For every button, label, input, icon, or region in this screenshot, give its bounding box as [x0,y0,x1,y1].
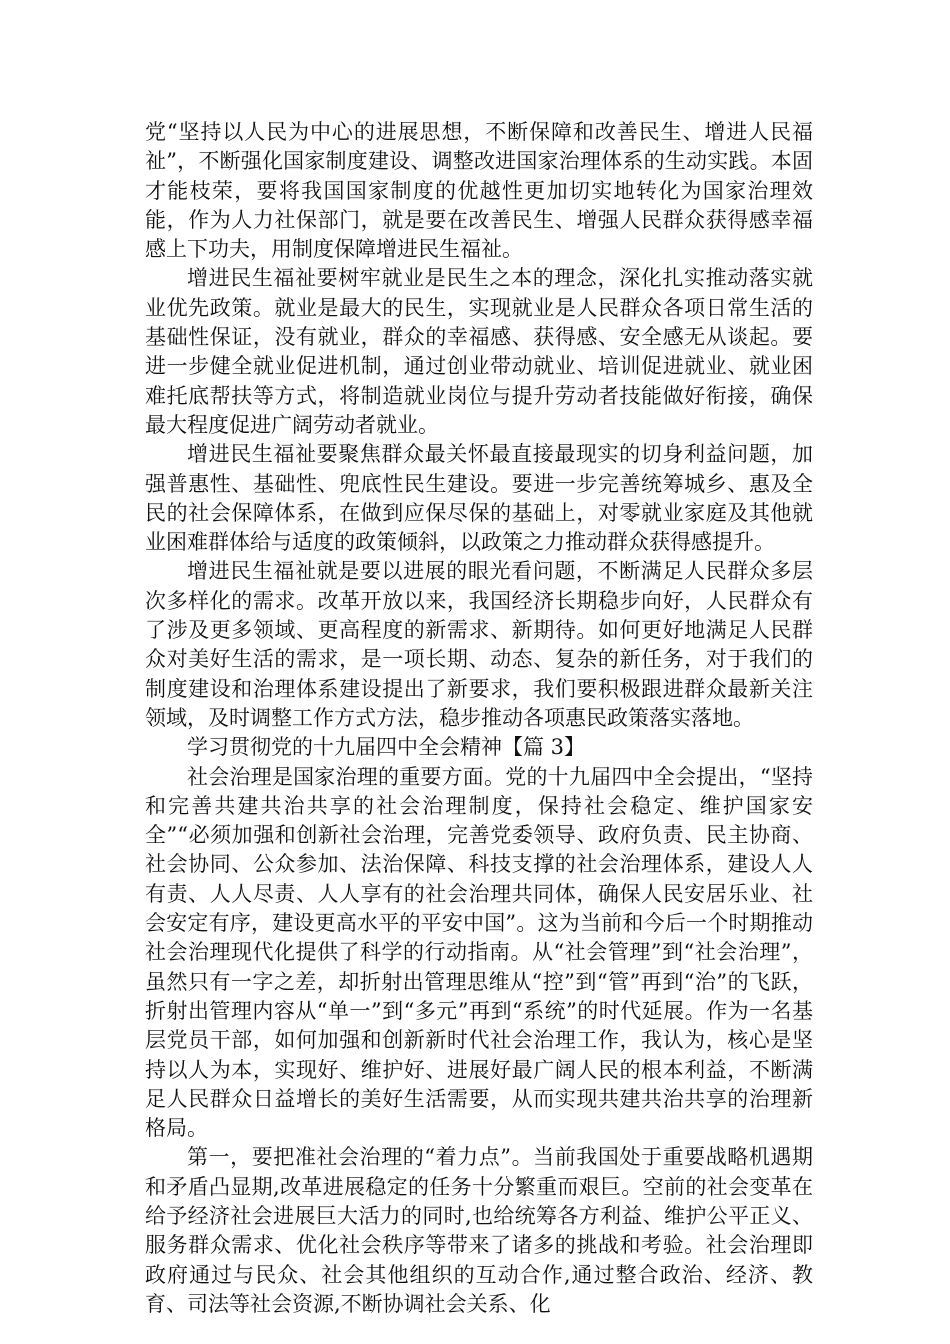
paragraph-4: 增进民生福祉就是要以进展的眼光看问题，不断满足人民群众多层次多样化的需求。改革开放以来，我国经济长期稳步向好，人民群众有了涉及更多领域、更高程度的新需求、新期待。如何更好地满足人民群众对美好生活的需求，是一项长期、动态、复杂的新任务，对于我们的制度建设和治理体系建设提出了新要求，我们要积极跟进群众最新关注领域，及时调整工作方式方法，稳步推动各项惠民政策落实落地。 [145,559,813,730]
paragraph-2: 增进民生福祉要树牢就业是民生之本的理念，深化扎实推动落实就业优先政策。就业是最大的民生，实现就业是人民群众各项日常生活的基础性保证，没有就业，群众的幸福感、获得感、安全感无从谈起。要进一步健全就业促进机制，通过创业带动就业、培训促进就业、就业困难托底帮扶等方式，将制造就业岗位与提升劳动者技能做好衔接，确保最大程度促进广阔劳动者就业。 [145,266,813,437]
section-heading: 学习贯彻党的十九届四中全会精神【篇 3】 [187,735,586,760]
paragraph-1: 党“坚持以人民为中心的进展思想，不断保障和改善民生、增进人民福祉”，不断强化国家制度建设、调整改进国家治理体系的生动实践。本固才能枝荣，要将我国国家制度的优越性更加切实地转化为国家治理效能，作为人力社保部门，就是要在改善民生、增强人民群众获得感幸福感上下功夫，用制度保障增进民生福祉。 [145,120,813,262]
paragraph-5: 社会治理是国家治理的重要方面。党的十九届四中全会提出，“坚持和完善共建共治共享的社会治理制度，保持社会稳定、维护国家安全”“必须加强和创新社会治理，完善党委领导、政府负责、民主协商、社会协同、公众参加、法治保障、科技支撑的社会治理体系，建设人人有责、人人尽责、人人享有的社会治理共同体，确保人民安居乐业、社会安定有序，建设更高水平的平安中国”。这为当前和今后一个时期推动社会治理现代化提供了科学的行动指南。从“社会管理”到“社会治理”，虽然只有一字之差，却折射出管理思维从“控”到“管”再到“治”的飞跃，折射出管理内容从“单一”到“多元”再到“系统”的时代延展。作为一名基层党员干部，如何加强和创新新时代社会治理工作，我认为，核心是坚持以人为本，实现好、维护好、进展好最广阔人民的根本利益，不断满足人民群众日益增长的美好生活需要，从而实现共建共治共享的治理新格局。 [145,764,813,1141]
document-body [145,118,813,1319]
paragraph-3: 增进民生福祉要聚焦群众最关怀最直接最现实的切身利益问题，加强普惠性、基础性、兜底性民生建设。要进一步完善统筹城乡、惠及全民的社会保障体系，在做到应保尽保的基础上，对零就业家庭及其他就业困难群体给与适度的政策倾斜，以政策之力推动群众获得感提升。 [145,442,813,555]
paragraph-6: 第一，要把准社会治理的“着力点”。当前我国处于重要战略机遇期和矛盾凸显期,改革进展稳定的任务十分繁重而艰巨。空前的社会变革在给予经济社会进展巨大活力的同时,也给统筹各方利益、维护公平正义、服务群众需求、优化社会秩序等带来了诸多的挑战和考验。社会治理即政府通过与民众、社会其他组织的互动合作,通过整合政治、经济、教育、司法等社会资源,不断协调社会关系、化 [145,1145,813,1316]
